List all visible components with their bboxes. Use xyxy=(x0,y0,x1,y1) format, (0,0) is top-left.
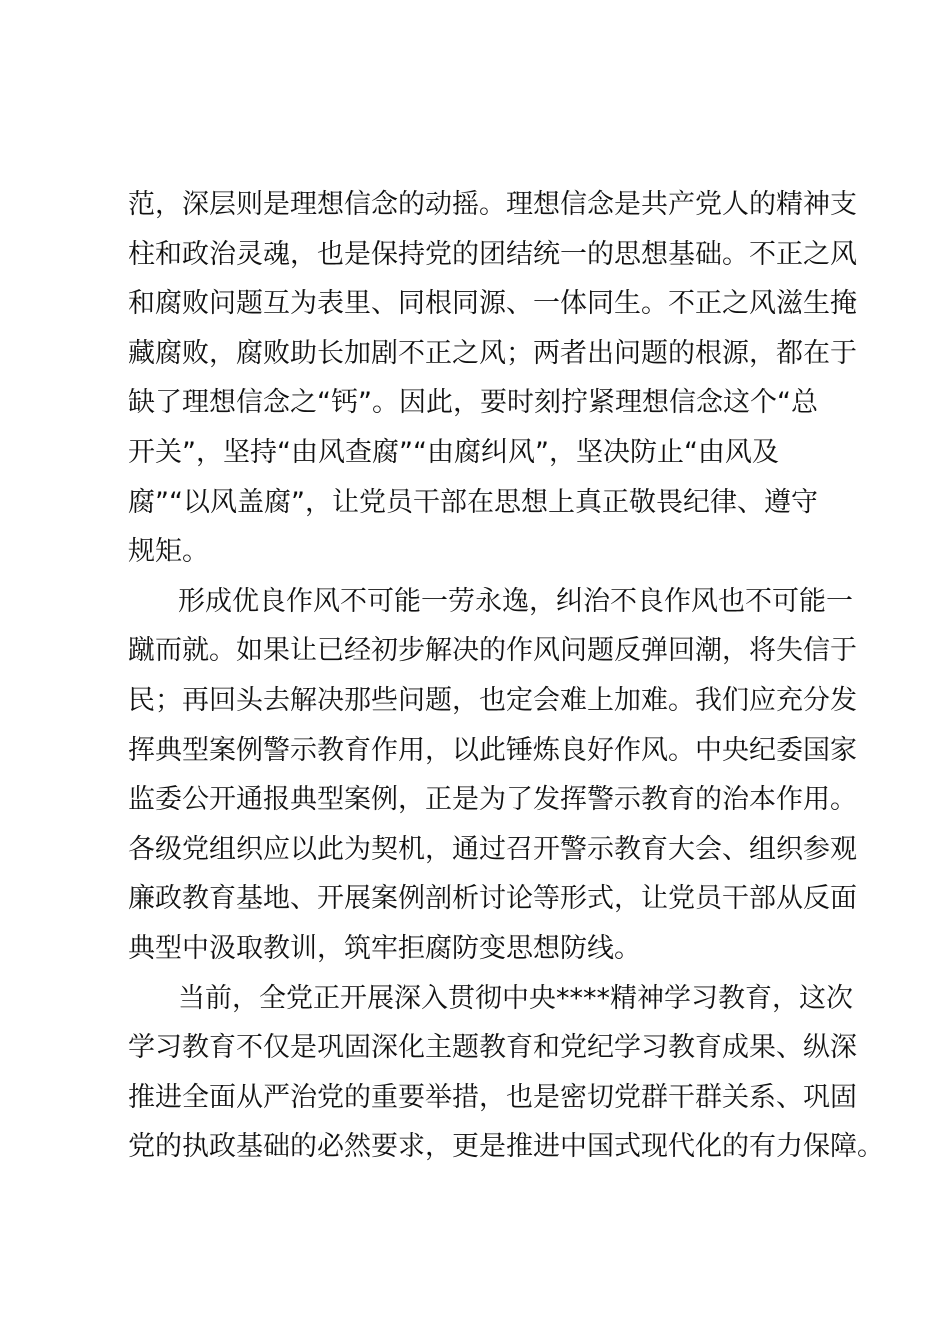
paragraph-2-line: 形成优良作风不可能一劳永逸，纠治不良作风也不可能一 xyxy=(178,585,853,617)
document-body xyxy=(128,180,884,1172)
paragraph-1-line: 柱和政治灵魂，也是保持党的团结统一的思想基础。不正之风 xyxy=(128,238,857,270)
paragraph-1-line: 缺了理想信念之“钙”。因此，要时刻拧紧理想信念这个“总 xyxy=(128,387,818,419)
paragraph-1-line: 和腐败问题互为表里、同根同源、一体同生。不正之风滋生掩 xyxy=(128,288,857,320)
paragraph-2-line: 典型中汲取教训，筑牢拒腐防变思想防线。 xyxy=(128,932,641,964)
paragraph-3-line: 推进全面从严治党的重要举措，也是密切党群干群关系、巩固 xyxy=(128,1081,857,1113)
paragraph-3-line: 党的执政基础的必然要求，更是推进中国式现代化的有力保障。 xyxy=(128,1131,884,1163)
paragraph-1-line: 腐”“以风盖腐”，让党员干部在思想上真正敬畏纪律、遵守 xyxy=(128,486,818,518)
paragraph-1-line: 规矩。 xyxy=(128,536,209,568)
paragraph-3-line: 学习教育不仅是巩固深化主题教育和党纪学习教育成果、纵深 xyxy=(128,1032,857,1064)
paragraph-2-line: 监委公开通报典型案例，正是为了发挥警示教育的治本作用。 xyxy=(128,784,857,816)
paragraph-3-line: 当前，全党正开展深入贯彻中央****精神学习教育，这次 xyxy=(178,982,853,1014)
paragraph-1-line: 开关”，坚持“由风查腐”“由腐纠风”，坚决防止“由风及 xyxy=(128,436,779,468)
paragraph-2-line: 各级党组织应以此为契机，通过召开警示教育大会、组织参观 xyxy=(128,833,857,865)
paragraph-2-line: 民；再回头去解决那些问题，也定会难上加难。我们应充分发 xyxy=(128,684,857,716)
paragraph-1-line: 藏腐败，腐败助长加剧不正之风；两者出问题的根源，都在于 xyxy=(128,337,857,369)
paragraph-2-line: 挥典型案例警示教育作用，以此锤炼良好作风。中央纪委国家 xyxy=(128,734,857,766)
paragraph-1-line: 范，深层则是理想信念的动摇。理想信念是共产党人的精神支 xyxy=(128,189,857,220)
paragraph-2-line: 蹴而就。如果让已经初步解决的作风问题反弹回潮，将失信于 xyxy=(128,635,857,667)
paragraph-2-line: 廉政教育基地、开展案例剖析讨论等形式，让党员干部从反面 xyxy=(128,883,857,915)
